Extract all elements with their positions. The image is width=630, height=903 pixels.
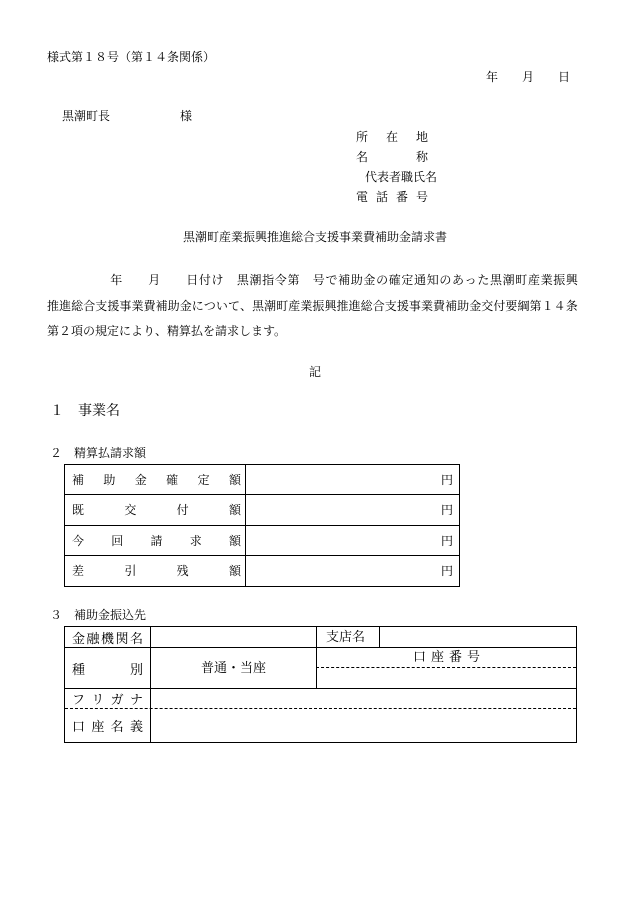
glyph: 別 (129, 662, 143, 678)
glyph: 額 (228, 503, 241, 518)
addressee-honorific: 様 (180, 109, 193, 123)
glyph: 交 (124, 503, 137, 518)
confirmed-amount-label (72, 473, 241, 487)
glyph: 地 (415, 130, 428, 144)
current-request-field (246, 526, 459, 556)
glyph: 進 (59, 299, 72, 313)
glyph: 支 (384, 299, 397, 313)
body-line-2 (47, 300, 578, 312)
glyph: 第 (529, 299, 542, 313)
glyph: フ (72, 692, 86, 708)
confirmed-amount-field (246, 465, 459, 495)
glyph: 話 (375, 190, 388, 204)
yen-unit: 円 (440, 564, 453, 579)
glyph (85, 274, 97, 286)
glyph: 振 (553, 273, 566, 287)
glyph: 町 (515, 273, 528, 287)
glyph: 確 (166, 473, 179, 488)
glyph: 引 (124, 564, 137, 579)
glyph: 総 (71, 299, 84, 313)
date-line: 年 月 日 (486, 70, 571, 84)
record-mark: 記 (308, 365, 321, 379)
glyph: 、 (240, 299, 253, 313)
glyph: 金 (363, 273, 376, 287)
glyph: 額 (228, 564, 241, 579)
glyph: 在 (385, 130, 398, 144)
body-line-1 (47, 274, 578, 286)
account-type-label (72, 661, 143, 678)
form-number: 様式第１８号（第１４条関係） (47, 50, 216, 64)
glyph: 金 (179, 299, 192, 313)
glyph (123, 274, 135, 286)
glyph: 定 (401, 273, 414, 287)
glyph: 交 (481, 299, 494, 313)
glyph: 援 (107, 299, 120, 313)
glyph: あ (452, 273, 465, 287)
glyph: 号 (415, 190, 428, 204)
glyph: 名 (356, 150, 369, 164)
glyph: 推 (336, 299, 349, 313)
glyph: ４ (553, 299, 566, 313)
glyph: っ (464, 273, 477, 287)
glyph: 合 (83, 299, 96, 313)
glyph: リ (91, 692, 105, 708)
glyph: 所 (356, 130, 369, 144)
glyph: 座 (91, 719, 105, 735)
glyph: 支 (95, 299, 108, 313)
glyph: 種 (72, 662, 86, 678)
glyph: 求 (189, 533, 202, 548)
glyph: 潮 (502, 273, 515, 287)
glyph: 産 (527, 273, 540, 287)
glyph: 機 (100, 631, 114, 647)
glyph: た (477, 273, 490, 287)
glyph: １ (541, 299, 554, 313)
glyph: 付 (198, 273, 211, 287)
glyph: 業 (420, 299, 433, 313)
glyph: 振 (312, 299, 325, 313)
glyph: の (376, 273, 389, 287)
glyph: 条 (565, 299, 578, 313)
remaining-balance-field (246, 556, 459, 586)
glyph: 電 (356, 190, 369, 204)
glyph: い (215, 299, 228, 313)
branch-name-label: 支店名 (326, 629, 366, 645)
table-row-label-cell (65, 495, 246, 525)
glyph: 合 (372, 299, 385, 313)
account-holder-label (72, 718, 143, 735)
table-row-label-cell (65, 526, 246, 556)
glyph: 事 (119, 299, 132, 313)
glyph: 黒 (489, 273, 502, 287)
glyph: つ (203, 299, 216, 313)
settlement-amount-table (64, 464, 460, 587)
glyph: 要 (505, 299, 518, 313)
glyph: 金 (72, 631, 86, 647)
glyph: で (325, 273, 338, 287)
table-row-label-cell (65, 556, 246, 586)
glyph: 請 (150, 533, 163, 548)
glyph: ガ (110, 692, 124, 708)
glyph: 援 (396, 299, 409, 313)
remaining-balance-label (72, 564, 241, 578)
glyph: 確 (388, 273, 401, 287)
glyph: 事 (408, 299, 421, 313)
body-line-3: 第２項の規定により、精算払を請求します。 (47, 324, 287, 338)
bank-transfer-table (64, 626, 577, 743)
table-row-label-cell (65, 465, 246, 495)
glyph: 補 (338, 273, 351, 287)
glyph (60, 274, 72, 286)
paid-amount-field (246, 495, 459, 525)
applicant-representative-label: 代表者職氏名 (365, 170, 438, 184)
furigana-label (72, 691, 143, 708)
glyph: 業 (131, 299, 144, 313)
glyph: 助 (103, 473, 116, 488)
glyph: 知 (426, 273, 439, 287)
glyph: 年 (110, 273, 123, 287)
glyph: 補 (155, 299, 168, 313)
glyph: 号 (312, 273, 325, 287)
glyph: 令 (274, 273, 287, 287)
glyph: 付 (493, 299, 506, 313)
glyph: に (191, 299, 204, 313)
glyph: 称 (415, 150, 428, 164)
furigana-field (151, 689, 576, 708)
glyph: 総 (360, 299, 373, 313)
glyph (161, 274, 173, 286)
glyph: 助 (457, 299, 470, 313)
applicant-phone-label (356, 191, 428, 203)
yen-unit: 円 (440, 533, 453, 548)
glyph (47, 274, 59, 286)
glyph: 額 (228, 533, 241, 548)
glyph: 助 (167, 299, 180, 313)
glyph (174, 274, 186, 286)
glyph: 黒 (252, 299, 265, 313)
addressee-name: 黒潮町長 (62, 109, 111, 123)
glyph: 費 (433, 299, 446, 313)
glyph: け (211, 273, 224, 287)
glyph: 黒 (236, 273, 249, 287)
glyph: 費 (143, 299, 156, 313)
glyph (224, 274, 236, 286)
glyph: 差 (72, 564, 85, 579)
glyph: 指 (262, 273, 275, 287)
bank-name-field (151, 627, 316, 647)
yen-unit: 円 (440, 503, 453, 518)
glyph: 綱 (517, 299, 530, 313)
glyph: 関 (115, 631, 129, 647)
current-request-label (72, 533, 241, 547)
glyph: 通 (414, 273, 427, 287)
bank-name-label (72, 630, 143, 647)
glyph: 名 (110, 719, 124, 735)
glyph: の (439, 273, 452, 287)
glyph: 回 (111, 533, 124, 548)
glyph (72, 274, 84, 286)
glyph: 助 (350, 273, 363, 287)
glyph: 定 (197, 473, 210, 488)
document-title: 黒潮町産業振興推進総合支援事業費補助金請求書 (182, 230, 447, 244)
account-number-field (317, 668, 576, 688)
glyph: 第 (287, 273, 300, 287)
glyph: 潮 (264, 299, 277, 313)
section-1-heading: １ 事業名 (50, 403, 120, 419)
glyph: 付 (176, 503, 189, 518)
glyph: 補 (445, 299, 458, 313)
glyph (300, 274, 312, 286)
applicant-address-label (356, 131, 428, 143)
glyph: 名 (129, 631, 143, 647)
glyph: 今 (72, 533, 85, 548)
glyph: 義 (129, 719, 143, 735)
section-2-heading: ２ 精算払請求額 (50, 446, 147, 460)
glyph: 進 (348, 299, 361, 313)
applicant-name-label (356, 151, 428, 163)
glyph: 補 (72, 473, 85, 488)
glyph: 額 (228, 473, 241, 488)
glyph: て (227, 299, 240, 313)
account-holder-field (151, 709, 576, 742)
glyph: 月 (148, 273, 161, 287)
glyph: 既 (72, 503, 85, 518)
glyph: 興 (324, 299, 337, 313)
glyph: 業 (540, 273, 553, 287)
glyph: 口 (72, 719, 86, 735)
glyph (136, 274, 148, 286)
branch-name-field (380, 627, 576, 647)
glyph: 残 (176, 564, 189, 579)
glyph: 興 (565, 273, 578, 287)
section-3-heading: ３ 補助金振込先 (50, 608, 147, 622)
glyph (98, 274, 110, 286)
glyph: 日 (186, 273, 199, 287)
glyph: 番 (395, 190, 408, 204)
glyph: 金 (469, 299, 482, 313)
glyph: 産 (288, 299, 301, 313)
account-number-label: 口座番号 (412, 650, 485, 665)
yen-unit: 円 (440, 473, 453, 488)
account-type-value: 普通・当座 (200, 660, 266, 676)
glyph: ナ (129, 692, 143, 708)
glyph: 推 (47, 299, 60, 313)
glyph: 金 (134, 473, 147, 488)
glyph: 業 (300, 299, 313, 313)
paid-amount-label (72, 503, 241, 517)
glyph: 町 (276, 299, 289, 313)
glyph: 融 (86, 631, 100, 647)
glyph: 潮 (249, 273, 262, 287)
